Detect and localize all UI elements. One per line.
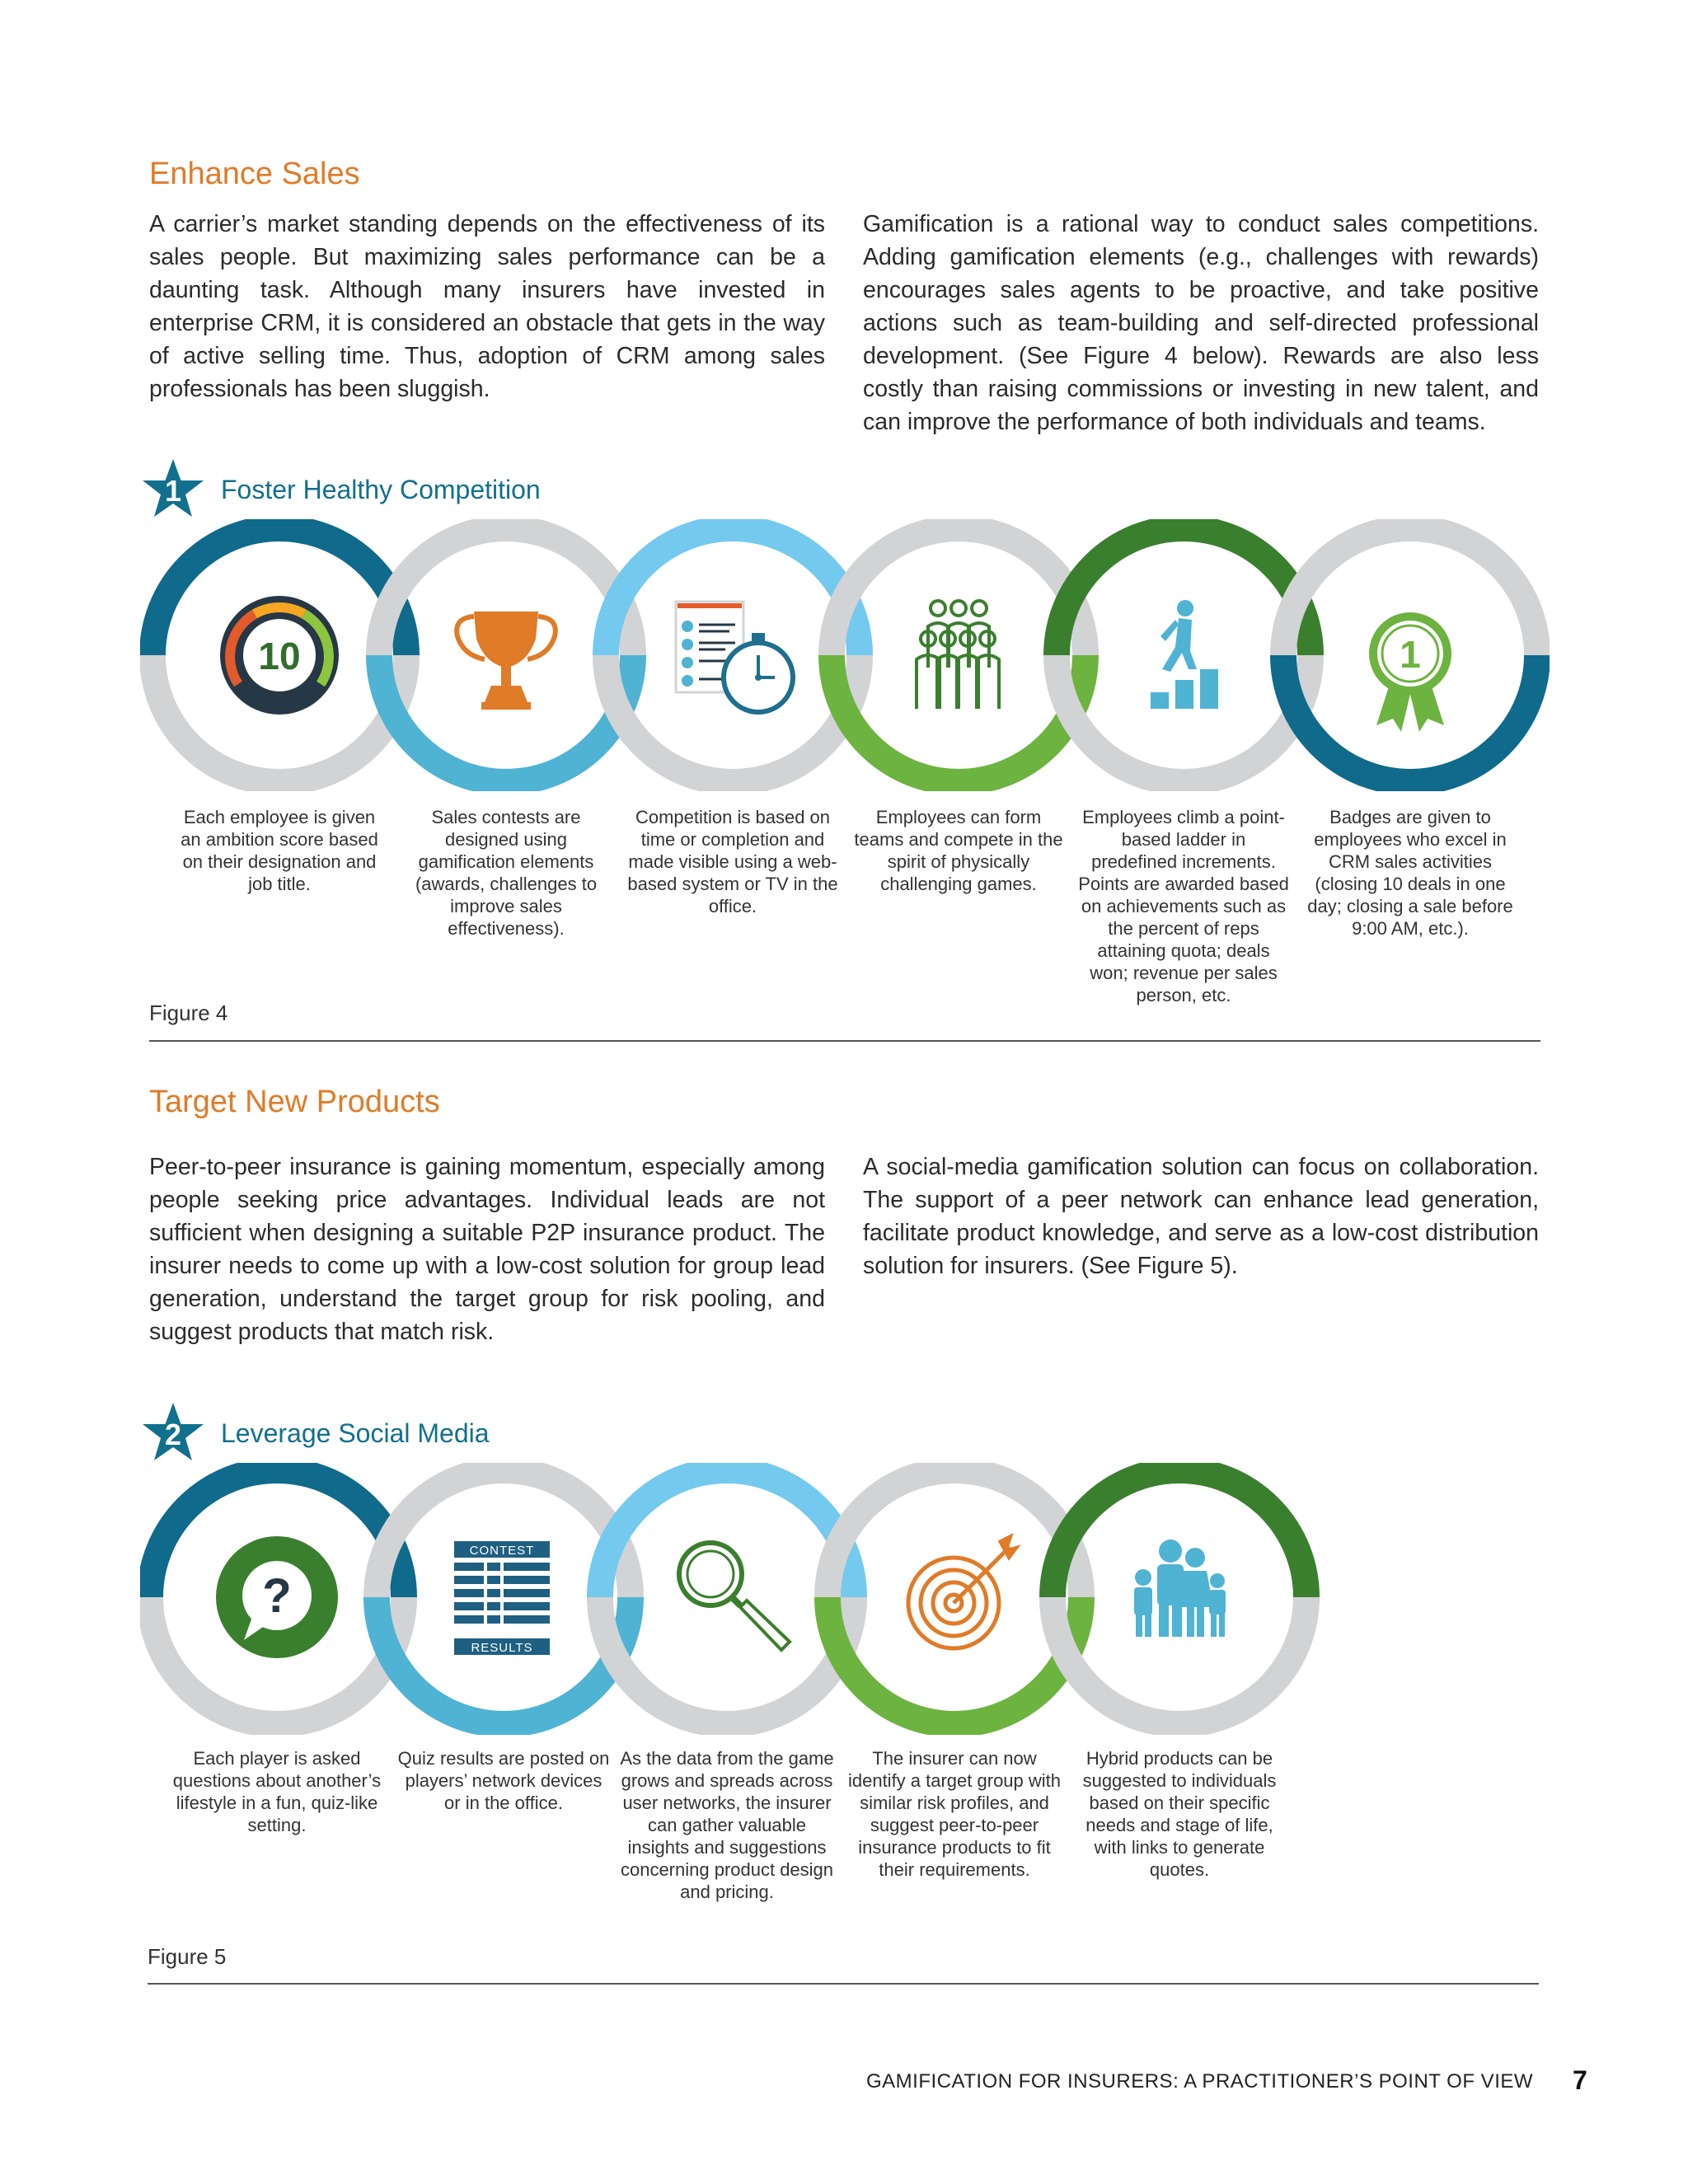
svg-text:STEP 3: [692, 1483, 762, 1506]
enhance-sales-left-paragraph: A carrier’s market standing depends on the effectiveness of its sales people. But maximizing sales performance can be a daunting task. Although many insurers have invested in enterprise CRM, it is considered an obstacle that gets in the way of active selling time. Thus, adoption of CRM among sales professionals has been sluggish.: [149, 211, 825, 402]
climbing-ladder-icon: [1151, 600, 1218, 709]
step3-label: STEP 3: [697, 541, 768, 564]
target-products-left-paragraph: Peer-to-peer insurance is gaining momentum, especially among people seeking price advantages. Individual leads are not sufficient when designing a suitable P2P insurance product. The insurer needs to come up with a low-cost solution for group lead generation, understand the target group for risk pooling, and suggest products that match risk.: [149, 1154, 825, 1345]
figure5-step-chain: [140, 1463, 1335, 1735]
figure5-divider: [148, 1983, 1539, 1985]
badge-rank: 1: [1400, 633, 1421, 676]
svg-text:STEP 5: [1149, 541, 1218, 564]
section-heading-target-new-products: Target New Products: [149, 1085, 440, 1119]
checklist-stopwatch-icon: [676, 602, 793, 712]
step5-label: STEP 5: [1148, 541, 1219, 564]
page-number: 7: [1573, 2065, 1587, 2095]
family-icon: [1134, 1540, 1226, 1637]
step4-label: STEP 4: [923, 748, 994, 771]
svg-text:STEP 5: [1145, 1483, 1214, 1506]
f5-step3-label: STEP 3: [692, 1483, 762, 1506]
figure-number: 2: [164, 1418, 182, 1451]
badge-icon: [1369, 612, 1451, 732]
contest-results-icon: [454, 1541, 550, 1655]
star-badge-2: [140, 1401, 206, 1464]
target-icon: [908, 1535, 1019, 1648]
figure4-step-chain: [140, 519, 1550, 791]
question-bubble-icon: [216, 1536, 338, 1658]
svg-text:?: ?: [262, 1569, 292, 1623]
step6-label: STEP 6: [1375, 748, 1446, 771]
f5-step3-caption: As the data from the game grows and spreads across user networks, the insurer can gather valuable insights and suggestions concerning product design and pricing.: [620, 1748, 834, 1902]
figure5-label: Figure 5: [148, 1944, 227, 1969]
f5-step4-caption: The insurer can now identify a target group with similar risk profiles, and suggest peer-to-peer insurance products to fit their requirements.: [847, 1748, 1062, 1880]
step2-caption: Sales contests are designed using gamification elements (awards, challenges to improve sales effectiveness).: [415, 807, 598, 939]
f5-step5-label: STEP 5: [1144, 1483, 1215, 1506]
f5-step1-label: STEP 1: [176, 1496, 234, 1554]
magnifier-icon: [679, 1543, 790, 1650]
ambition-score: 10: [258, 635, 301, 677]
team-icon: [917, 601, 999, 709]
contest-label: CONTEST: [469, 1544, 535, 1558]
target-products-right-paragraph: A social-media gamification solution can focus on collaboration. The support of a peer network can enhance lead generation, facilitate product knowledge, and serve as a low-cost distribution solution for insurers. (See Figure 5).: [863, 1154, 1539, 1279]
f5-step5-caption: Hybrid products can be suggested to individuals based on their specific needs and stage of life, with links to generate quotes.: [1082, 1748, 1277, 1880]
star-badge-1: [140, 457, 206, 520]
figure4-label: Figure 4: [149, 1001, 228, 1025]
step1-label: STEP 1: [178, 554, 237, 612]
step4-caption: Employees can form teams and compete in the spirit of physically challenging games.: [854, 807, 1063, 894]
step3-caption: Competition is based on time or completion and made visible using a web-based system or TV in the office.: [627, 807, 838, 916]
step6-caption: Badges are given to employees who excel in CRM sales activities (closing 10 deals in one day; closing a sale before 9:00 AM, etc.).: [1307, 807, 1513, 939]
f5-step4-label: STEP 4: [919, 1690, 990, 1713]
enhance-sales-right-paragraph: Gamification is a rational way to conduct sales competitions. Adding gamification elements (e.g., challenges with rewards) encourages sales agents to be proactive, and take positive actions such as team-building and self-directed professional development. (See Figure 4 below). Rewards are also less costly than raising commissions or investing in new talent, and can improve the performance of both individuals and teams.: [863, 211, 1539, 435]
trophy-icon: [457, 612, 556, 710]
figure4-title: Foster Healthy Competition: [221, 475, 541, 504]
step5-caption: Employees climb a point-based ladder in predefined increments. Points are awarded based on achievements such as the percent of reps attaining quota; deals won; revenue per sales person, etc.: [1078, 807, 1289, 1005]
f5-step1-caption: Each player is asked questions about another’s lifestyle in a fun, quiz-like setting.: [172, 1748, 382, 1835]
figure4-divider: [149, 1040, 1540, 1042]
results-label: RESULTS: [471, 1641, 533, 1655]
f5-step2-caption: Quiz results are posted on players’ network devices or in the office.: [397, 1748, 610, 1813]
step1-caption: Each employee is given an ambition score based on their designation and job title.: [181, 807, 378, 894]
step2-label: STEP 2: [471, 748, 542, 771]
ambition-gauge-icon: [220, 596, 339, 715]
section-heading-enhance-sales: Enhance Sales: [149, 157, 360, 191]
svg-text:STEP 3: [698, 541, 767, 564]
footer-title: GAMIFICATION FOR INSURERS: A PRACTITIONER’S POINT OF VIEW: [866, 2070, 1534, 2093]
f5-step2-label: STEP 2: [468, 1690, 539, 1713]
figure-number: 1: [164, 474, 182, 508]
figure5-title: Leverage Social Media: [221, 1418, 490, 1448]
